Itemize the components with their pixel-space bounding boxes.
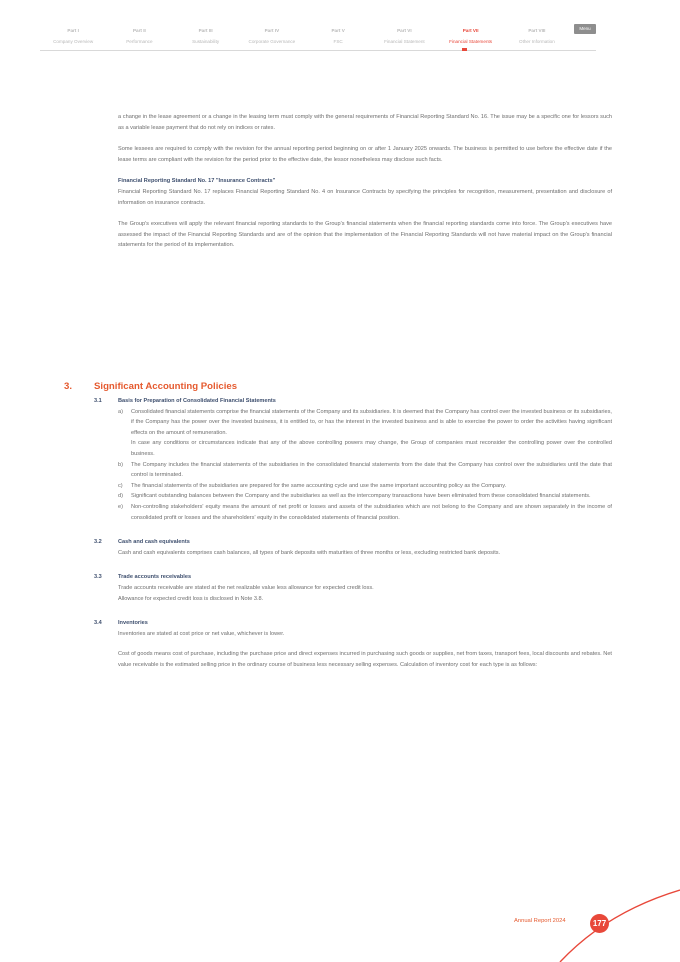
list-marker [118, 438, 131, 459]
subsection-body [94, 583, 612, 604]
paragraph: Cash and cash equivalents comprises cash balances, all types of bank deposits with maturities of three months or less, excluding restricted bank deposits. [118, 549, 501, 556]
nav-item-subtitle: Sustainability [192, 38, 220, 44]
nav-item-part-4[interactable] [239, 18, 305, 44]
subsection-number: 3.4 [94, 620, 102, 627]
subsection-3-3 [94, 572, 612, 604]
list-text: Significant outstanding balances between the Company and the subsidiaries as well as the intercompany transactions have been eliminated from these consolidated financial statements. [131, 493, 591, 500]
subsection-number: 3.2 [94, 539, 102, 546]
paragraph: Cost of goods means cost of purchase, including the purchase price and direct expenses incurred in purchasing such goods or supplies, net from taxes, transport fees, local discounts and rebates. Net value receivable is the estimated selling price in the ordinary course of business less necessary selling expenses. Calculation of inventory cost for each type is as follows: [118, 651, 612, 668]
footer-label: Annual Report 2024 [514, 918, 566, 924]
list-marker: d) [118, 493, 123, 500]
subsection-heading [94, 618, 612, 629]
nav-item-subtitle: Financial Statement [384, 38, 425, 44]
nav-item-part-5[interactable] [305, 18, 371, 44]
nav-item-title: Part V [331, 27, 345, 33]
subsection-heading [94, 537, 612, 548]
list-text: Non-controlling stakeholders' equity means the amount of net profit or losses and assets of the subsidiaries which are not belong to the Company and are shown separately in the income of consolidated profit or losses and the shareholders' equity in the consolidated statements of financial position. [131, 503, 612, 521]
subsection-body [94, 548, 612, 559]
nav-item-title: Part IV [264, 27, 280, 33]
nav-item-subtitle: Company Overview [53, 38, 94, 44]
list-item [118, 460, 612, 481]
nav-item-title: Part VIII [528, 27, 546, 33]
paragraph: Trade accounts receivable are stated at the net realizable value less allowance for expected credit loss. [118, 584, 374, 591]
paragraph: The Group's executives will apply the relevant financial reporting standards to the Group's financial statements when the financial reporting standards come into force. The Group's executives have assessed the impact of the Financial Reporting Standards and are of the opinion that the implementation of the Financial Reporting Standards will not have material impact on the Group's financial statements for the period of its implementation. [118, 221, 612, 249]
list-item [118, 491, 612, 502]
decorative-swoosh [520, 850, 680, 962]
nav-item-part-1[interactable] [40, 18, 106, 44]
subsection-heading [94, 396, 612, 407]
list-text: The financial statements of the subsidiaries are prepared for the same accounting cycle and use the same important accounting policy as the Company. [131, 482, 507, 489]
list-marker: e) [118, 503, 123, 510]
paragraph: Allowance for expected credit loss is disclosed in Note 3.8. [118, 595, 264, 602]
intro-content [118, 112, 612, 262]
subsection-number: 3.1 [94, 398, 102, 404]
nav-item-part-2[interactable] [106, 18, 172, 44]
nav-item-title: Part II [132, 27, 146, 33]
active-nav-indicator [462, 48, 467, 51]
list-text: Consolidated financial statements comprise the financial statements of the Company and its subsidiaries. It is deemed that the Company has control over the invested business or its subsidiaries, if the Company has the power over the invested business, it is entitled to, or has the interest in the invested business and is able to exercise the power to order the activities having significant effects on the amount of remuneration. [131, 408, 612, 436]
nav-item-subtitle: FSC [333, 38, 343, 44]
list-item [118, 481, 612, 492]
list-marker: c) [118, 482, 123, 489]
nav-item-part-6[interactable] [371, 18, 437, 44]
nav-item-title: Part VI [397, 27, 412, 33]
nav-item-title: Part VII [462, 27, 479, 33]
subsection-3-2 [94, 537, 612, 558]
list-text: In case any conditions or circumstances indicate that any of the above controlling powers may change, the Group of companies must reconsider the controlling power over the controlled business. [131, 440, 612, 457]
list-marker: a) [118, 408, 123, 415]
nav-item-subtitle: Financial Statements [449, 38, 493, 44]
list-item [118, 438, 612, 459]
list-item [118, 407, 612, 439]
nav-item-subtitle: Corporate Governance [248, 38, 296, 44]
subsection-title: Cash and cash equivalents [118, 539, 190, 546]
page-number-badge: 177 [590, 914, 609, 933]
nav-item-part-7[interactable] [438, 18, 504, 44]
subsection-title: Basis for Preparation of Consolidated Financial Statements [118, 398, 276, 404]
subsection-title: Trade accounts receivables [118, 574, 192, 581]
subsection-body [94, 629, 612, 671]
paragraph: Inventories are stated at cost price or net value, whichever is lower. [118, 630, 285, 637]
menu-button[interactable]: Menu [574, 24, 596, 34]
list-item [118, 502, 612, 523]
subsection-body [94, 407, 612, 524]
nav-item-subtitle: Other Information [519, 38, 555, 44]
paragraph: Financial Reporting Standard No. 17 replaces Financial Reporting Standard No. 4 on Insurance Contracts by specifying the principles for recognition, measurement, presentation and disclosure of information on insurance contracts. [118, 188, 612, 206]
subsection-title: Inventories [118, 620, 148, 627]
section-title-text: Significant Accounting Policies [94, 381, 238, 392]
paragraph: Some lessees are required to comply with the revision for the annual reporting period beginning on or after 1 January 2025 onwards. The business is permitted to use before the effective date if the lease terms are compliant with the revision for the period prior to the effective date, the lessor nonetheless may disclose such facts. [118, 146, 612, 163]
list-text: The Company includes the financial statements of the subsidiaries in the consolidated financial statements from the date that the Company has control over the subsidiaries until the date that control is terminated. [131, 461, 612, 479]
tfrs17-heading: Financial Reporting Standard No. 17 "Insurance Contracts" [118, 178, 276, 185]
nav-item-part-8[interactable] [504, 18, 570, 44]
section-number: 3. [64, 381, 73, 392]
nav-item-subtitle: Performance [126, 38, 153, 44]
subsection-3-4 [94, 618, 612, 670]
nav-item-title: Part III [198, 27, 213, 33]
subsection-heading [94, 572, 612, 583]
paragraph: a change in the lease agreement or a change in the leasing term must comply with the general requirements of Financial Reporting Standard No. 16. The issue may be a specific one for lessors such as a variable lease payment that do not rely on indices or rates. [118, 114, 612, 131]
top-navigation [40, 18, 596, 51]
section-title [64, 381, 237, 392]
nav-item-part-3[interactable] [173, 18, 239, 44]
subsection-3-1 [94, 396, 612, 523]
list-marker: b) [118, 461, 123, 468]
section-body [94, 396, 612, 684]
subsection-number: 3.3 [94, 574, 102, 581]
nav-item-title: Part I [67, 27, 79, 33]
